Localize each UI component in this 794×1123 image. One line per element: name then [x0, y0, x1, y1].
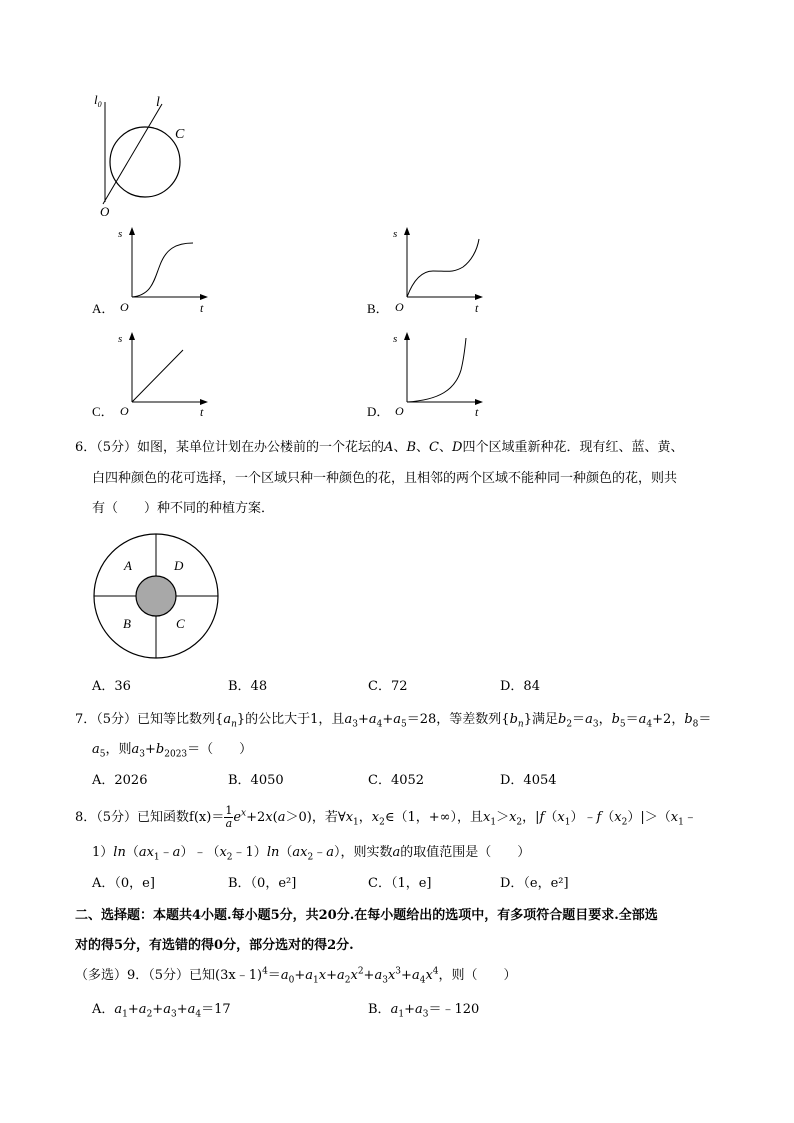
section2-line2: 对的得5分，有选错的得0分，部分选对的得2分. [75, 938, 354, 953]
fig5-line-circle [85, 90, 195, 220]
q8-option-d[interactable]: D．（e，e²] [500, 876, 569, 891]
circle-c [110, 127, 180, 197]
q7-option-b[interactable]: B．4050 [228, 773, 284, 788]
q7-option-a[interactable]: A．2026 [92, 773, 148, 788]
q8-line1: 8．（5分）已知函数f(x)＝ $\frac{1}{a}$ $e^x+2x(a>0)$，若$\forall x_1$，$x_2\in(1$，+∞），且$x_1>x_2$，$|f(x_1)﹣f(x_2)|>(x_1﹣$ [75, 804, 697, 830]
svg-text:s: s [393, 333, 398, 345]
center-circle [136, 576, 176, 616]
region-a: A [124, 558, 132, 573]
line-l [103, 104, 162, 204]
q9-option-a[interactable]: A．$a_1+a_2+a_3+a_4=17$ [92, 1002, 231, 1020]
q7-line2: $a_5$，则$a_3+b_{2023}=$（ ） [92, 742, 253, 760]
svg-text:s: s [393, 228, 398, 240]
q6-line2: 白四种颜色的花可选择，一个区域只种一种颜色的花，且相邻的两个区域不能种同一种颜色的花，则共 [92, 471, 678, 486]
q6-line3: 有（ ）种不同的种植方案． [92, 501, 275, 516]
label-c: C [175, 127, 185, 142]
option-label: B． [367, 301, 389, 316]
svg-text:t: t [200, 301, 204, 315]
q6-option-b[interactable]: B．48 [228, 679, 268, 694]
graph-option-b [365, 225, 495, 320]
q7-line1: 7．（5分）已知等比数列$\{a_n\}$的公比大于1，且$a_3+a_4+a_5=28$，等差数列$\{b_n\}$满足$b_2=a_3$，$b_5=a_4+2$，$b_8=$ [75, 712, 712, 730]
curve-d [407, 338, 466, 402]
q8-option-c[interactable]: C．（1，e] [368, 876, 432, 891]
q6-option-a[interactable]: A．36 [92, 679, 131, 694]
flowerbed-figure [92, 532, 222, 662]
q8-option-b[interactable]: B．（0，e²] [228, 876, 297, 891]
svg-text:t: t [475, 405, 479, 419]
svg-text:t: t [200, 405, 204, 419]
label-o: O [100, 204, 110, 219]
graph-option-d [365, 330, 495, 425]
q9-option-b[interactable]: B．$a_1+a_3=﹣120$ [368, 1002, 480, 1020]
region-b: B [123, 616, 131, 631]
curve-a [132, 243, 193, 297]
q7-option-c[interactable]: C．4052 [368, 773, 425, 788]
q8-line2: $1)\ln(ax_1﹣a)﹣(x_2﹣1)\ln(ax_2﹣a)$，则实数a的取值范围是（ ） [92, 845, 531, 863]
curve-b [407, 239, 479, 297]
svg-text:O: O [395, 300, 404, 314]
label-l: l [156, 95, 160, 110]
q6-line1: 6．（5分）如图，某单位计划在办公楼前的一个花坛的A、B、C、D四个区域重新种花．现有红、蓝、黄、 [75, 440, 684, 455]
region-c: C [176, 616, 185, 631]
q6-option-c[interactable]: C．72 [368, 679, 408, 694]
option-label: C． [92, 404, 114, 419]
svg-text:O: O [395, 404, 404, 418]
svg-text:O: O [120, 404, 129, 418]
region-d: D [174, 558, 184, 573]
option-label: A． [92, 301, 115, 316]
svg-text:s: s [118, 228, 123, 240]
q6-option-d[interactable]: D．84 [500, 679, 540, 694]
graph-option-c [90, 330, 220, 425]
q7-option-d[interactable]: D．4054 [500, 773, 557, 788]
svg-text:s: s [118, 333, 123, 345]
svg-text:t: t [475, 301, 479, 315]
section2-line1: 二、选择题：本题共4小题.每小题5分，共20分.在每小题给出的选项中，有多项符合题目要求.全部选 [75, 908, 658, 923]
label-l0: $l_0$ [94, 92, 102, 109]
curve-c [132, 350, 183, 402]
option-label: D． [367, 404, 390, 419]
graph-option-a [90, 225, 220, 320]
svg-text:O: O [120, 300, 129, 314]
q9-line1: （多选）9．（5分）已知$(3x﹣1)^4=a_0+a_1x+a_2x^2+a_3x^3+a_4x^4$，则（ ） [75, 966, 517, 986]
q8-option-a[interactable]: A．（0，e] [92, 876, 155, 891]
